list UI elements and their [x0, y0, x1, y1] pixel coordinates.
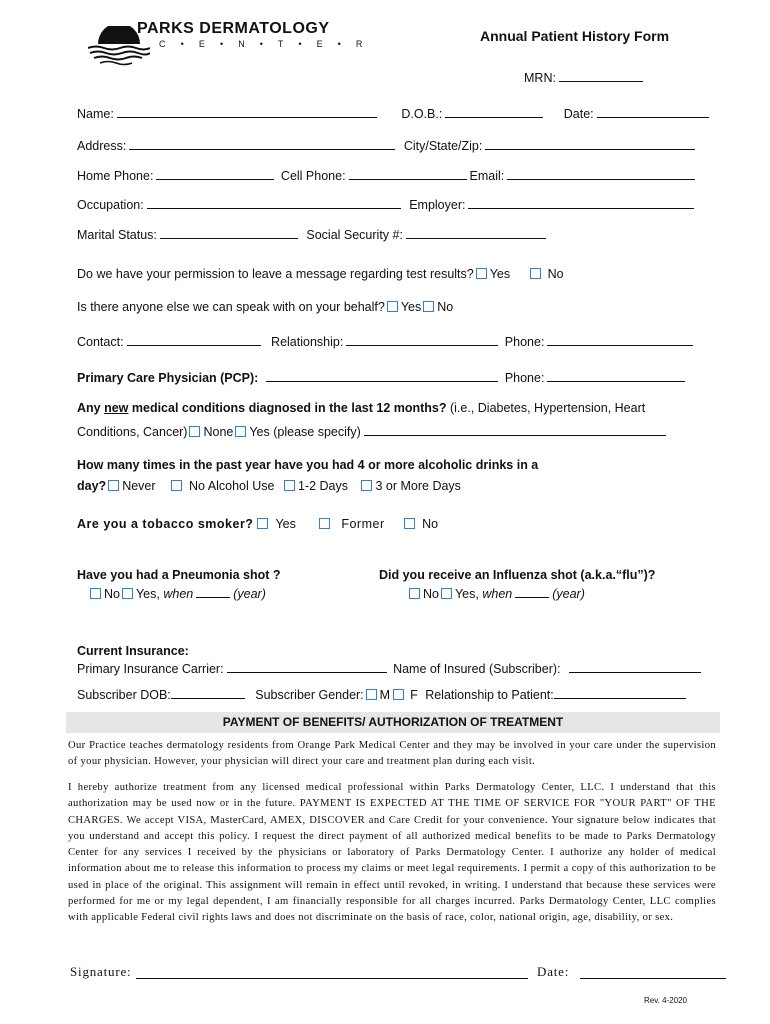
marital-field[interactable] — [160, 227, 298, 239]
dob-field[interactable] — [445, 106, 543, 118]
sub-dob-label: Subscriber DOB: — [77, 688, 171, 702]
pcp-label: Primary Care Physician (PCP): — [77, 371, 259, 385]
influenza-when: when — [482, 587, 513, 601]
behalf-yes-checkbox[interactable] — [387, 301, 398, 312]
permission-question: Do we have your permission to leave a message regarding test results? — [77, 267, 474, 281]
alcohol-never-label: Never — [122, 479, 156, 493]
signature-date-label: Date: — [537, 964, 570, 979]
influenza-yes-checkbox[interactable] — [441, 588, 452, 599]
pneumonia-answers — [88, 586, 266, 601]
ssn-label: Social Security #: — [306, 228, 403, 242]
insurance-heading: Current Insurance: — [77, 644, 189, 658]
influenza-answers — [407, 586, 585, 601]
permission-no-label: No — [547, 267, 564, 281]
conditions-specify-field[interactable] — [364, 424, 666, 436]
email-field[interactable] — [507, 168, 695, 180]
carrier-field[interactable] — [227, 661, 387, 673]
name-field[interactable] — [117, 106, 377, 118]
cell-phone-label: Cell Phone: — [280, 169, 346, 183]
practice-note: Our Practice teaches dermatology residents from Orange Park Medical Center and they may be involved in your care under the supervision of your physician. However, your physician will direct your care and treatment plan during each visit. — [68, 740, 716, 767]
row-occupation — [77, 197, 697, 212]
pcp-phone-field[interactable] — [547, 370, 685, 382]
cell-phone-field[interactable] — [349, 168, 467, 180]
relationship-field[interactable] — [346, 334, 498, 346]
conditions-pre: Any — [77, 401, 105, 415]
tobacco-yes-label: Yes — [275, 517, 296, 531]
contact-phone-field[interactable] — [547, 334, 693, 346]
alcohol-3-more-label: 3 or More Days — [375, 479, 461, 493]
pneumonia-year-field[interactable] — [196, 586, 230, 598]
mrn-field[interactable] — [524, 70, 646, 85]
pneumonia-yes-checkbox[interactable] — [122, 588, 133, 599]
row-subscriber — [77, 687, 689, 702]
pneumonia-question: Have you had a Pneumonia shot ? — [77, 568, 281, 582]
logo-sub: C • E • N • T • E • R — [159, 39, 369, 49]
influenza-no-checkbox[interactable] — [409, 588, 420, 599]
contact-label: Contact: — [77, 335, 124, 349]
conditions-new: new — [104, 401, 129, 415]
behalf-no-checkbox[interactable] — [423, 301, 434, 312]
tobacco-former-label: Former — [341, 517, 385, 531]
conditions-question — [77, 401, 645, 415]
influenza-no-label: No — [423, 587, 439, 601]
city-label: City/State/Zip: — [403, 139, 483, 153]
payment-banner: PAYMENT OF BENEFITS/ AUTHORIZATION OF TREATMENT — [66, 712, 720, 733]
relationship-label: Relationship: — [271, 335, 344, 349]
alcohol-answers — [77, 479, 461, 493]
insured-label: Name of Insured (Subscriber): — [393, 662, 561, 676]
logo-name: PARKS DERMATOLOGY — [137, 20, 330, 37]
date-label: Date: — [563, 107, 594, 121]
revision-label: Rev. 4-2020 — [644, 996, 687, 1005]
conditions-answers — [77, 424, 669, 439]
contact-field[interactable] — [127, 334, 261, 346]
permission-no-checkbox[interactable] — [530, 268, 541, 279]
conditions-bold: medical conditions diagnosed in the last 12 months? — [128, 401, 447, 415]
row-tobacco — [77, 517, 438, 531]
marital-label: Marital Status: — [77, 228, 157, 242]
behalf-no-label: No — [437, 300, 454, 314]
alcohol-3-more-checkbox[interactable] — [361, 480, 372, 491]
insured-field[interactable] — [569, 661, 701, 673]
carrier-label: Primary Insurance Carrier: — [77, 662, 224, 676]
tobacco-question: Are you a tobacco smoker? — [77, 517, 254, 531]
signature-field[interactable] — [136, 978, 528, 979]
conditions-yes-checkbox[interactable] — [235, 426, 246, 437]
tobacco-yes-checkbox[interactable] — [257, 518, 268, 529]
alcohol-never-checkbox[interactable] — [108, 480, 119, 491]
employer-field[interactable] — [468, 197, 694, 209]
pneumonia-yes-label: Yes, — [135, 587, 160, 601]
influenza-year-label: (year) — [552, 587, 585, 601]
city-field[interactable] — [485, 138, 695, 150]
row-carrier — [77, 661, 704, 676]
pcp-phone-label: Phone: — [504, 371, 545, 385]
influenza-question: Did you receive an Influenza shot (a.k.a.“flu”)? — [379, 568, 656, 582]
page-title: Annual Patient History Form — [480, 28, 670, 44]
row-address — [77, 138, 698, 153]
email-label: Email: — [469, 169, 505, 183]
row-phone — [77, 168, 698, 183]
gender-f-checkbox[interactable] — [393, 689, 404, 700]
address-label: Address: — [77, 139, 127, 153]
permission-yes-checkbox[interactable] — [476, 268, 487, 279]
row-behalf — [77, 300, 453, 314]
row-marital — [77, 227, 549, 242]
influenza-year-field[interactable] — [515, 586, 549, 598]
gender-m-checkbox[interactable] — [366, 689, 377, 700]
relationship-patient-label: Relationship to Patient: — [425, 688, 554, 702]
conditions-none-checkbox[interactable] — [189, 426, 200, 437]
alcohol-day-label: day? — [77, 479, 107, 493]
authorization-text: I hereby authorize treatment from any licensed medical professional within Parks Dermatology Center, LLC. I understand that this authorization may be used now or in the future. PAYMENT IS EXPECTED AT THE TIME OF SERVICE FOR "YOUR PART" OF THE CHARGES. We accept VISA, MasterCard, AMEX, DISCOVER and Care Credit for your convenience. Your signature below indicates that you understand and accept this policy. I request the direct payment of all authorized medical benefits to be made to Parks Dermatology Center for any services I received by the physicians or laboratory of Parks Dermatology Center. I authorize any holder of medical information about me to release this information to process my claims or meet legal requirements. I permit a copy of this authorization to be used in place of the original. This assignment will remain in effect until revoked, in writing. I understand that because these services were performed for me or my legal dependent, I am financially responsible for all charges incurred. Parks Dermatology Center, LLC complies with applicable Federal civil rights laws and does not discriminate on the basis of race, color, national origin, age, disability, or sex. — [68, 782, 716, 924]
row-name — [77, 106, 712, 121]
occupation-field[interactable] — [147, 197, 401, 209]
contact-phone-label: Phone: — [504, 335, 545, 349]
gender-f-label: F — [410, 688, 418, 702]
gender-label: Subscriber Gender: — [255, 688, 364, 702]
conditions-examples1: (i.e., Diabetes, Hypertension, Heart — [446, 401, 646, 415]
alcohol-1-2-checkbox[interactable] — [284, 480, 295, 491]
home-phone-label: Home Phone: — [77, 169, 154, 183]
signature-date-field[interactable] — [580, 978, 726, 979]
tobacco-no-label: No — [422, 517, 439, 531]
pneumonia-year-label: (year) — [233, 587, 266, 601]
pneumonia-no-checkbox[interactable] — [90, 588, 101, 599]
alcohol-none-label: No Alcohol Use — [189, 479, 275, 493]
ssn-field[interactable] — [406, 227, 546, 239]
conditions-yes-label: Yes (please specify) — [249, 425, 361, 439]
conditions-examples2: Conditions, Cancer) — [77, 425, 188, 439]
row-contact — [77, 334, 696, 349]
gender-m-label: M — [379, 688, 391, 702]
row-pcp — [77, 370, 688, 385]
behalf-yes-label: Yes — [400, 300, 422, 314]
logo — [88, 20, 369, 66]
influenza-yes-label: Yes, — [454, 587, 479, 601]
alcohol-question: How many times in the past year have you had 4 or more alcoholic drinks in a — [77, 458, 539, 472]
behalf-question: Is there anyone else we can speak with on your behalf? — [77, 300, 385, 314]
name-label: Name: — [77, 107, 114, 121]
tobacco-no-checkbox[interactable] — [404, 518, 415, 529]
alcohol-none-checkbox[interactable] — [171, 480, 182, 491]
signature-label: Signature: — [70, 964, 132, 979]
permission-yes-label: Yes — [489, 267, 511, 281]
employer-label: Employer: — [409, 198, 466, 212]
pcp-field[interactable] — [266, 370, 498, 382]
row-permission — [77, 267, 564, 281]
home-phone-field[interactable] — [156, 168, 274, 180]
relationship-patient-field[interactable] — [554, 687, 686, 699]
conditions-none-label: None — [203, 425, 234, 439]
date-field[interactable] — [597, 106, 709, 118]
pneumonia-when: when — [163, 587, 194, 601]
tobacco-former-checkbox[interactable] — [319, 518, 330, 529]
occupation-label: Occupation: — [77, 198, 144, 212]
pneumonia-no-label: No — [104, 587, 120, 601]
dob-label: D.O.B.: — [401, 107, 443, 121]
sub-dob-field[interactable] — [171, 687, 245, 699]
mrn-label: MRN: — [524, 71, 556, 85]
address-field[interactable] — [129, 138, 395, 150]
alcohol-1-2-label: 1-2 Days — [297, 479, 348, 493]
